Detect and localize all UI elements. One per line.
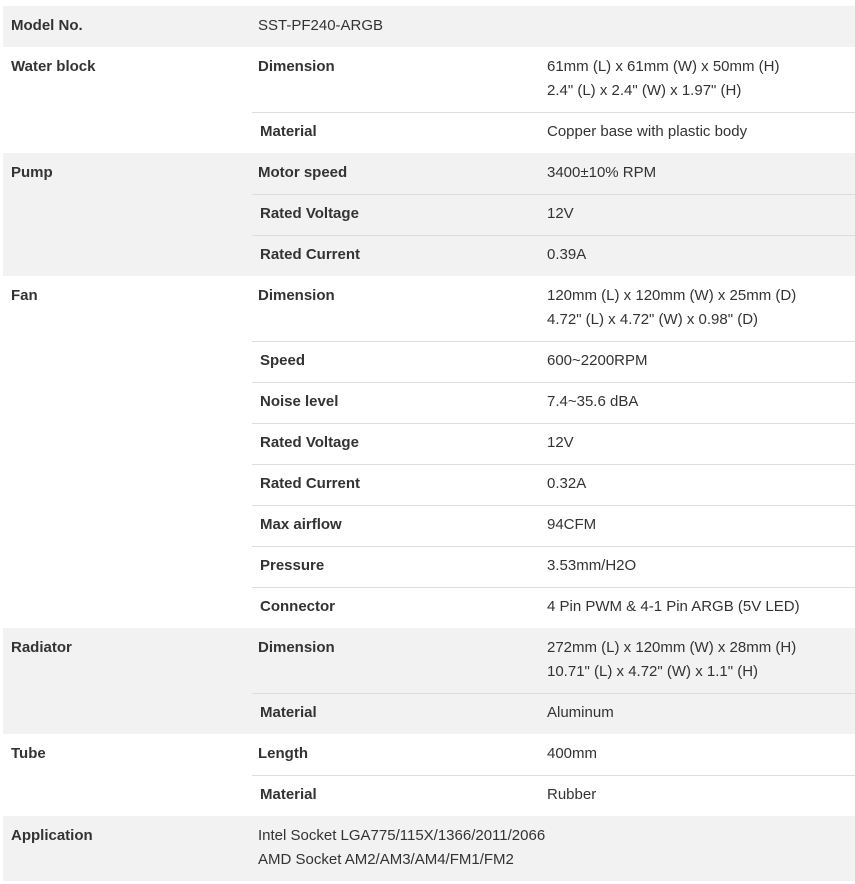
row-divider bbox=[252, 194, 855, 195]
spec-value: AMD Socket AM2/AM3/AM4/FM1/FM2 bbox=[258, 851, 514, 868]
spec-value: 94CFM bbox=[547, 516, 597, 533]
spec-group bbox=[3, 153, 855, 276]
spec-attribute-label: Pressure bbox=[260, 557, 325, 574]
spec-value: 2.4" (L) x 2.4" (W) x 1.97" (H) bbox=[547, 82, 742, 99]
spec-value: SST-PF240-ARGB bbox=[258, 17, 384, 34]
row-divider bbox=[252, 505, 855, 506]
spec-value: 600~2200RPM bbox=[547, 352, 648, 369]
spec-attribute-label: Material bbox=[260, 123, 317, 140]
spec-attribute-label: Motor speed bbox=[258, 164, 348, 181]
row-divider bbox=[252, 112, 855, 113]
spec-value: 120mm (L) x 120mm (W) x 25mm (D) bbox=[547, 287, 797, 304]
spec-attribute-label: Material bbox=[260, 704, 317, 721]
spec-value: 272mm (L) x 120mm (W) x 28mm (H) bbox=[547, 639, 797, 656]
spec-value: 0.32A bbox=[547, 475, 587, 492]
spec-attribute-label: Noise level bbox=[260, 393, 339, 410]
spec-value: 61mm (L) x 61mm (W) x 50mm (H) bbox=[547, 58, 780, 75]
spec-category-label: Pump bbox=[11, 164, 53, 181]
spec-attribute-label: Material bbox=[260, 786, 317, 803]
spec-value: 12V bbox=[547, 205, 574, 222]
row-divider bbox=[252, 693, 855, 694]
spec-value: Rubber bbox=[547, 786, 597, 803]
spec-attribute-label: Rated Voltage bbox=[260, 205, 359, 222]
spec-value: 0.39A bbox=[547, 246, 587, 263]
spec-value: Copper base with plastic body bbox=[547, 123, 748, 140]
spec-category-label: Fan bbox=[11, 287, 38, 304]
spec-value: 4 Pin PWM & 4-1 Pin ARGB (5V LED) bbox=[547, 598, 800, 615]
row-divider bbox=[252, 464, 855, 465]
row-divider bbox=[252, 775, 855, 776]
row-divider bbox=[252, 423, 855, 424]
row-divider bbox=[252, 382, 855, 383]
row-divider bbox=[252, 546, 855, 547]
spec-attribute-label: Dimension bbox=[258, 58, 335, 75]
spec-attribute-label: Speed bbox=[260, 352, 306, 369]
spec-attribute-label: Rated Current bbox=[260, 246, 361, 263]
spec-category-label: Radiator bbox=[11, 639, 72, 656]
spec-attribute-label: Length bbox=[258, 745, 308, 762]
spec-value: 7.4~35.6 dBA bbox=[547, 393, 639, 410]
spec-value: 10.71" (L) x 4.72" (W) x 1.1" (H) bbox=[547, 663, 759, 680]
spec-value: 12V bbox=[547, 434, 574, 451]
spec-category-label: Model No. bbox=[11, 17, 83, 34]
spec-value: 3400±10% RPM bbox=[547, 164, 657, 181]
spec-attribute-label: Dimension bbox=[258, 639, 335, 656]
spec-value: 3.53mm/H2O bbox=[547, 557, 637, 574]
row-divider bbox=[252, 341, 855, 342]
spec-attribute-label: Rated Voltage bbox=[260, 434, 359, 451]
spec-category-label: Water block bbox=[11, 58, 96, 75]
spec-category-label: Tube bbox=[11, 745, 46, 762]
row-divider bbox=[252, 235, 855, 236]
spec-attribute-label: Connector bbox=[260, 598, 335, 615]
spec-attribute-label: Dimension bbox=[258, 287, 335, 304]
spec-value: 400mm bbox=[547, 745, 598, 762]
spec-group bbox=[3, 6, 855, 47]
spec-value: 4.72" (L) x 4.72" (W) x 0.98" (D) bbox=[547, 311, 759, 328]
spec-value: Aluminum bbox=[547, 704, 614, 721]
spec-attribute-label: Rated Current bbox=[260, 475, 361, 492]
spec-attribute-label: Max airflow bbox=[260, 516, 342, 533]
spec-category-label: Application bbox=[11, 827, 93, 844]
row-divider bbox=[252, 587, 855, 588]
spec-value: Intel Socket LGA775/115X/1366/2011/2066 bbox=[258, 827, 546, 844]
